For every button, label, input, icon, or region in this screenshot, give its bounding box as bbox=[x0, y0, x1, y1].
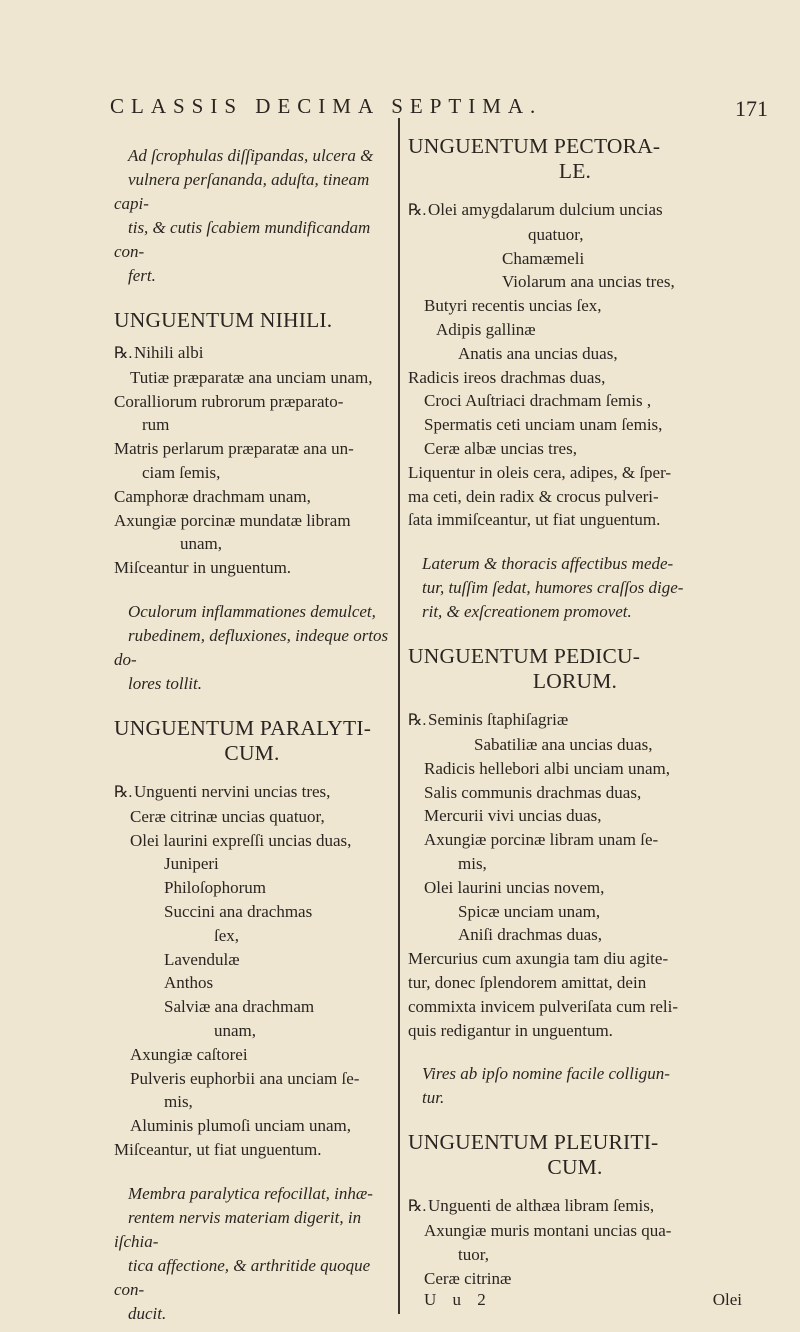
recipe-line: Miſceantur in unguentum. bbox=[114, 558, 292, 578]
heading-nihili: UNGUENTUM NIHILI. bbox=[114, 308, 333, 332]
recipe-line: commixta invicem pulveriſata cum reli- bbox=[408, 996, 679, 1016]
recipe-line: ciam ſemis, bbox=[142, 462, 221, 482]
recipe-line: quatuor, bbox=[528, 224, 584, 244]
running-head: CLASSIS DECIMA SEPTIMA. bbox=[110, 94, 543, 118]
recipe-line: Aluminis plumoſi unciam unam, bbox=[130, 1116, 351, 1136]
note-line: Vires ab ipſo nomine facile colligun- bbox=[422, 1064, 670, 1084]
recipe-line: tur, donec ſplendorem amittat, dein bbox=[408, 972, 647, 992]
recipe-line: Axungiæ muris montani uncias qua- bbox=[424, 1221, 672, 1241]
heading-pectorale bbox=[408, 134, 742, 184]
intro-line: fert. bbox=[128, 266, 156, 285]
recipe-line: Anthos bbox=[164, 973, 214, 993]
recipe-line: Succini ana drachmas bbox=[164, 901, 313, 921]
recipe-line: Matris perlarum præparatæ ana un- bbox=[114, 439, 354, 459]
catchword: Olei bbox=[712, 1290, 742, 1309]
pectorale-note bbox=[408, 552, 742, 624]
recipe-line: tuor, bbox=[458, 1244, 489, 1264]
intro-note bbox=[114, 144, 390, 288]
recipe-line: Olei laurini expreſſi uncias duas, bbox=[130, 830, 352, 850]
heading-line: LE. bbox=[558, 159, 592, 183]
recipe-symbol: ℞. bbox=[114, 345, 133, 362]
heading-pleuriticum bbox=[408, 1130, 742, 1180]
intro-line: vulnera perſananda, aduſta, tineam capi- bbox=[114, 170, 370, 213]
signature-mark: U u 2 bbox=[424, 1290, 492, 1309]
left-column bbox=[114, 144, 390, 1326]
recipe-symbol: ℞. bbox=[114, 783, 133, 801]
recipe-line: Miſceantur, ut fiat unguentum. bbox=[114, 1139, 322, 1159]
recipe-line: Croci Auſtriaci drachmam ſemis , bbox=[424, 391, 652, 411]
recipe-line: Salviæ ana drachmam bbox=[164, 997, 315, 1017]
note-line: Oculorum inflammationes demulcet, bbox=[128, 601, 376, 621]
recipe-line: Spicæ unciam unam, bbox=[458, 901, 601, 921]
recipe-line: Aniſi drachmas duas, bbox=[458, 925, 602, 945]
nihili-note bbox=[114, 600, 390, 696]
recipe-line: Coralliorum rubrorum præparato- bbox=[114, 391, 344, 411]
recipe-line: Axungiæ caſtorei bbox=[130, 1044, 248, 1064]
intro-line: tis, & cutis ſcabiem mundificandam con- bbox=[114, 218, 371, 261]
note-line: rentem nervis materiam digerit, in iſchia- bbox=[114, 1207, 362, 1251]
note-line: ducit. bbox=[128, 1303, 167, 1323]
note-line: tur, tuſſim ſedat, humores craſſos dige- bbox=[422, 578, 684, 598]
recipe-line: Lavendulæ bbox=[164, 949, 240, 969]
recipe-line: quis redigantur in unguentum. bbox=[408, 1020, 613, 1040]
note-line: tica affectione, & arthritide quoque con- bbox=[114, 1255, 371, 1299]
heading-line: CUM. bbox=[547, 1155, 603, 1180]
recipe-line: Anatis ana uncias duas, bbox=[458, 343, 618, 363]
heading-paralyticum bbox=[114, 716, 390, 766]
column-divider bbox=[398, 118, 400, 1314]
recipe-line: Chamæmeli bbox=[502, 248, 585, 268]
recipe-line: Liquentur in oleis cera, adipes, & ſper- bbox=[408, 462, 672, 482]
note-line: Membra paralytica refocillat, inhæ- bbox=[128, 1183, 373, 1203]
paralyticum-note bbox=[114, 1182, 390, 1326]
recipe-line: Radicis hellebori albi unciam unam, bbox=[424, 758, 670, 778]
heading-line: UNGUENTUM PARALYTI- bbox=[114, 715, 372, 740]
recipe-line: Ceræ citrinæ bbox=[424, 1268, 512, 1288]
recipe-line: rum bbox=[142, 415, 170, 435]
recipe-line: Violarum ana uncias tres, bbox=[502, 272, 675, 292]
heading-line: UNGUENTUM PEDICU- bbox=[408, 644, 641, 669]
recipe-line: unam, bbox=[214, 1020, 257, 1040]
recipe-line: ℞.Seminis ſtaphiſagriæ bbox=[408, 708, 742, 733]
heading-line: UNGUENTUM PLEURITI- bbox=[408, 1130, 659, 1155]
recipe-line: ſata immiſceantur, ut fiat unguentum. bbox=[408, 510, 661, 530]
recipe-line: ℞.Nihili albi bbox=[114, 341, 390, 366]
note-line: Laterum & thoracis affectibus mede- bbox=[422, 554, 674, 574]
intro-line: Ad ſcrophulas diſſipandas, ulcera & bbox=[128, 146, 374, 165]
heading-pediculorum bbox=[408, 644, 742, 694]
recipe-line: ſex, bbox=[214, 925, 240, 945]
recipe-line: Camphoræ drachmam unam, bbox=[114, 486, 311, 506]
recipe-line: Tutiæ præparatæ ana unciam unam, bbox=[130, 367, 373, 387]
recipe-line: Spermatis ceti unciam unam ſemis, bbox=[424, 415, 663, 435]
recipe-line: ℞.Unguenti de althæa libram ſemis, bbox=[408, 1194, 742, 1219]
recipe-line: Philoſophorum bbox=[164, 878, 267, 898]
note-line: rubedinem, defluxiones, indeque ortos do- bbox=[114, 625, 389, 669]
heading-line: LORUM. bbox=[532, 669, 618, 694]
recipe-symbol: ℞. bbox=[408, 202, 427, 219]
recipe-line: Ceræ citrinæ uncias quatuor, bbox=[130, 806, 325, 826]
recipe-line: Pulveris euphorbii ana unciam ſe- bbox=[130, 1068, 360, 1088]
recipe-line: Adipis gallinæ bbox=[436, 319, 536, 339]
recipe-line: ma ceti, dein radix & crocus pulveri- bbox=[408, 486, 659, 506]
heading-line: UNGUENTUM PECTORA- bbox=[408, 134, 661, 158]
recipe-line: Radicis ireos drachmas duas, bbox=[408, 367, 606, 387]
recipe-line: Salis communis drachmas duas, bbox=[424, 782, 642, 802]
recipe-line: ℞.Olei amygdalarum dulcium uncias bbox=[408, 198, 742, 223]
page-footer bbox=[408, 1290, 742, 1310]
recipe-line: Ceræ albæ uncias tres, bbox=[424, 438, 577, 458]
recipe-line: Mercurius cum axungia tam diu agite- bbox=[408, 949, 669, 969]
note-line: rit, & exſcreationem promovet. bbox=[422, 602, 632, 622]
recipe-line: unam, bbox=[180, 534, 223, 554]
recipe-line: Axungiæ porcinæ mundatæ libram bbox=[114, 510, 351, 530]
note-line: lores tollit. bbox=[128, 673, 202, 693]
pediculorum-note bbox=[408, 1062, 742, 1110]
right-column bbox=[408, 134, 742, 1291]
recipe-line: Axungiæ porcinæ libram unam ſe- bbox=[424, 830, 659, 850]
page-number: 171 bbox=[735, 96, 768, 121]
recipe-line: mis, bbox=[458, 853, 487, 873]
recipe-line: ℞.Unguenti nervini uncias tres, bbox=[114, 780, 390, 805]
recipe-line: Sabatiliæ ana uncias duas, bbox=[474, 734, 653, 754]
recipe-line: Butyri recentis uncias ſex, bbox=[424, 296, 602, 316]
note-line: tur. bbox=[422, 1088, 445, 1108]
heading-line: CUM. bbox=[224, 740, 280, 765]
recipe-line: Juniperi bbox=[164, 854, 219, 874]
recipe-line: mis, bbox=[164, 1092, 193, 1112]
recipe-line: Olei laurini uncias novem, bbox=[424, 877, 605, 897]
recipe-symbol: ℞. bbox=[408, 1198, 427, 1216]
recipe-line: Mercurii vivi uncias duas, bbox=[424, 806, 602, 826]
recipe-symbol: ℞. bbox=[408, 712, 427, 730]
